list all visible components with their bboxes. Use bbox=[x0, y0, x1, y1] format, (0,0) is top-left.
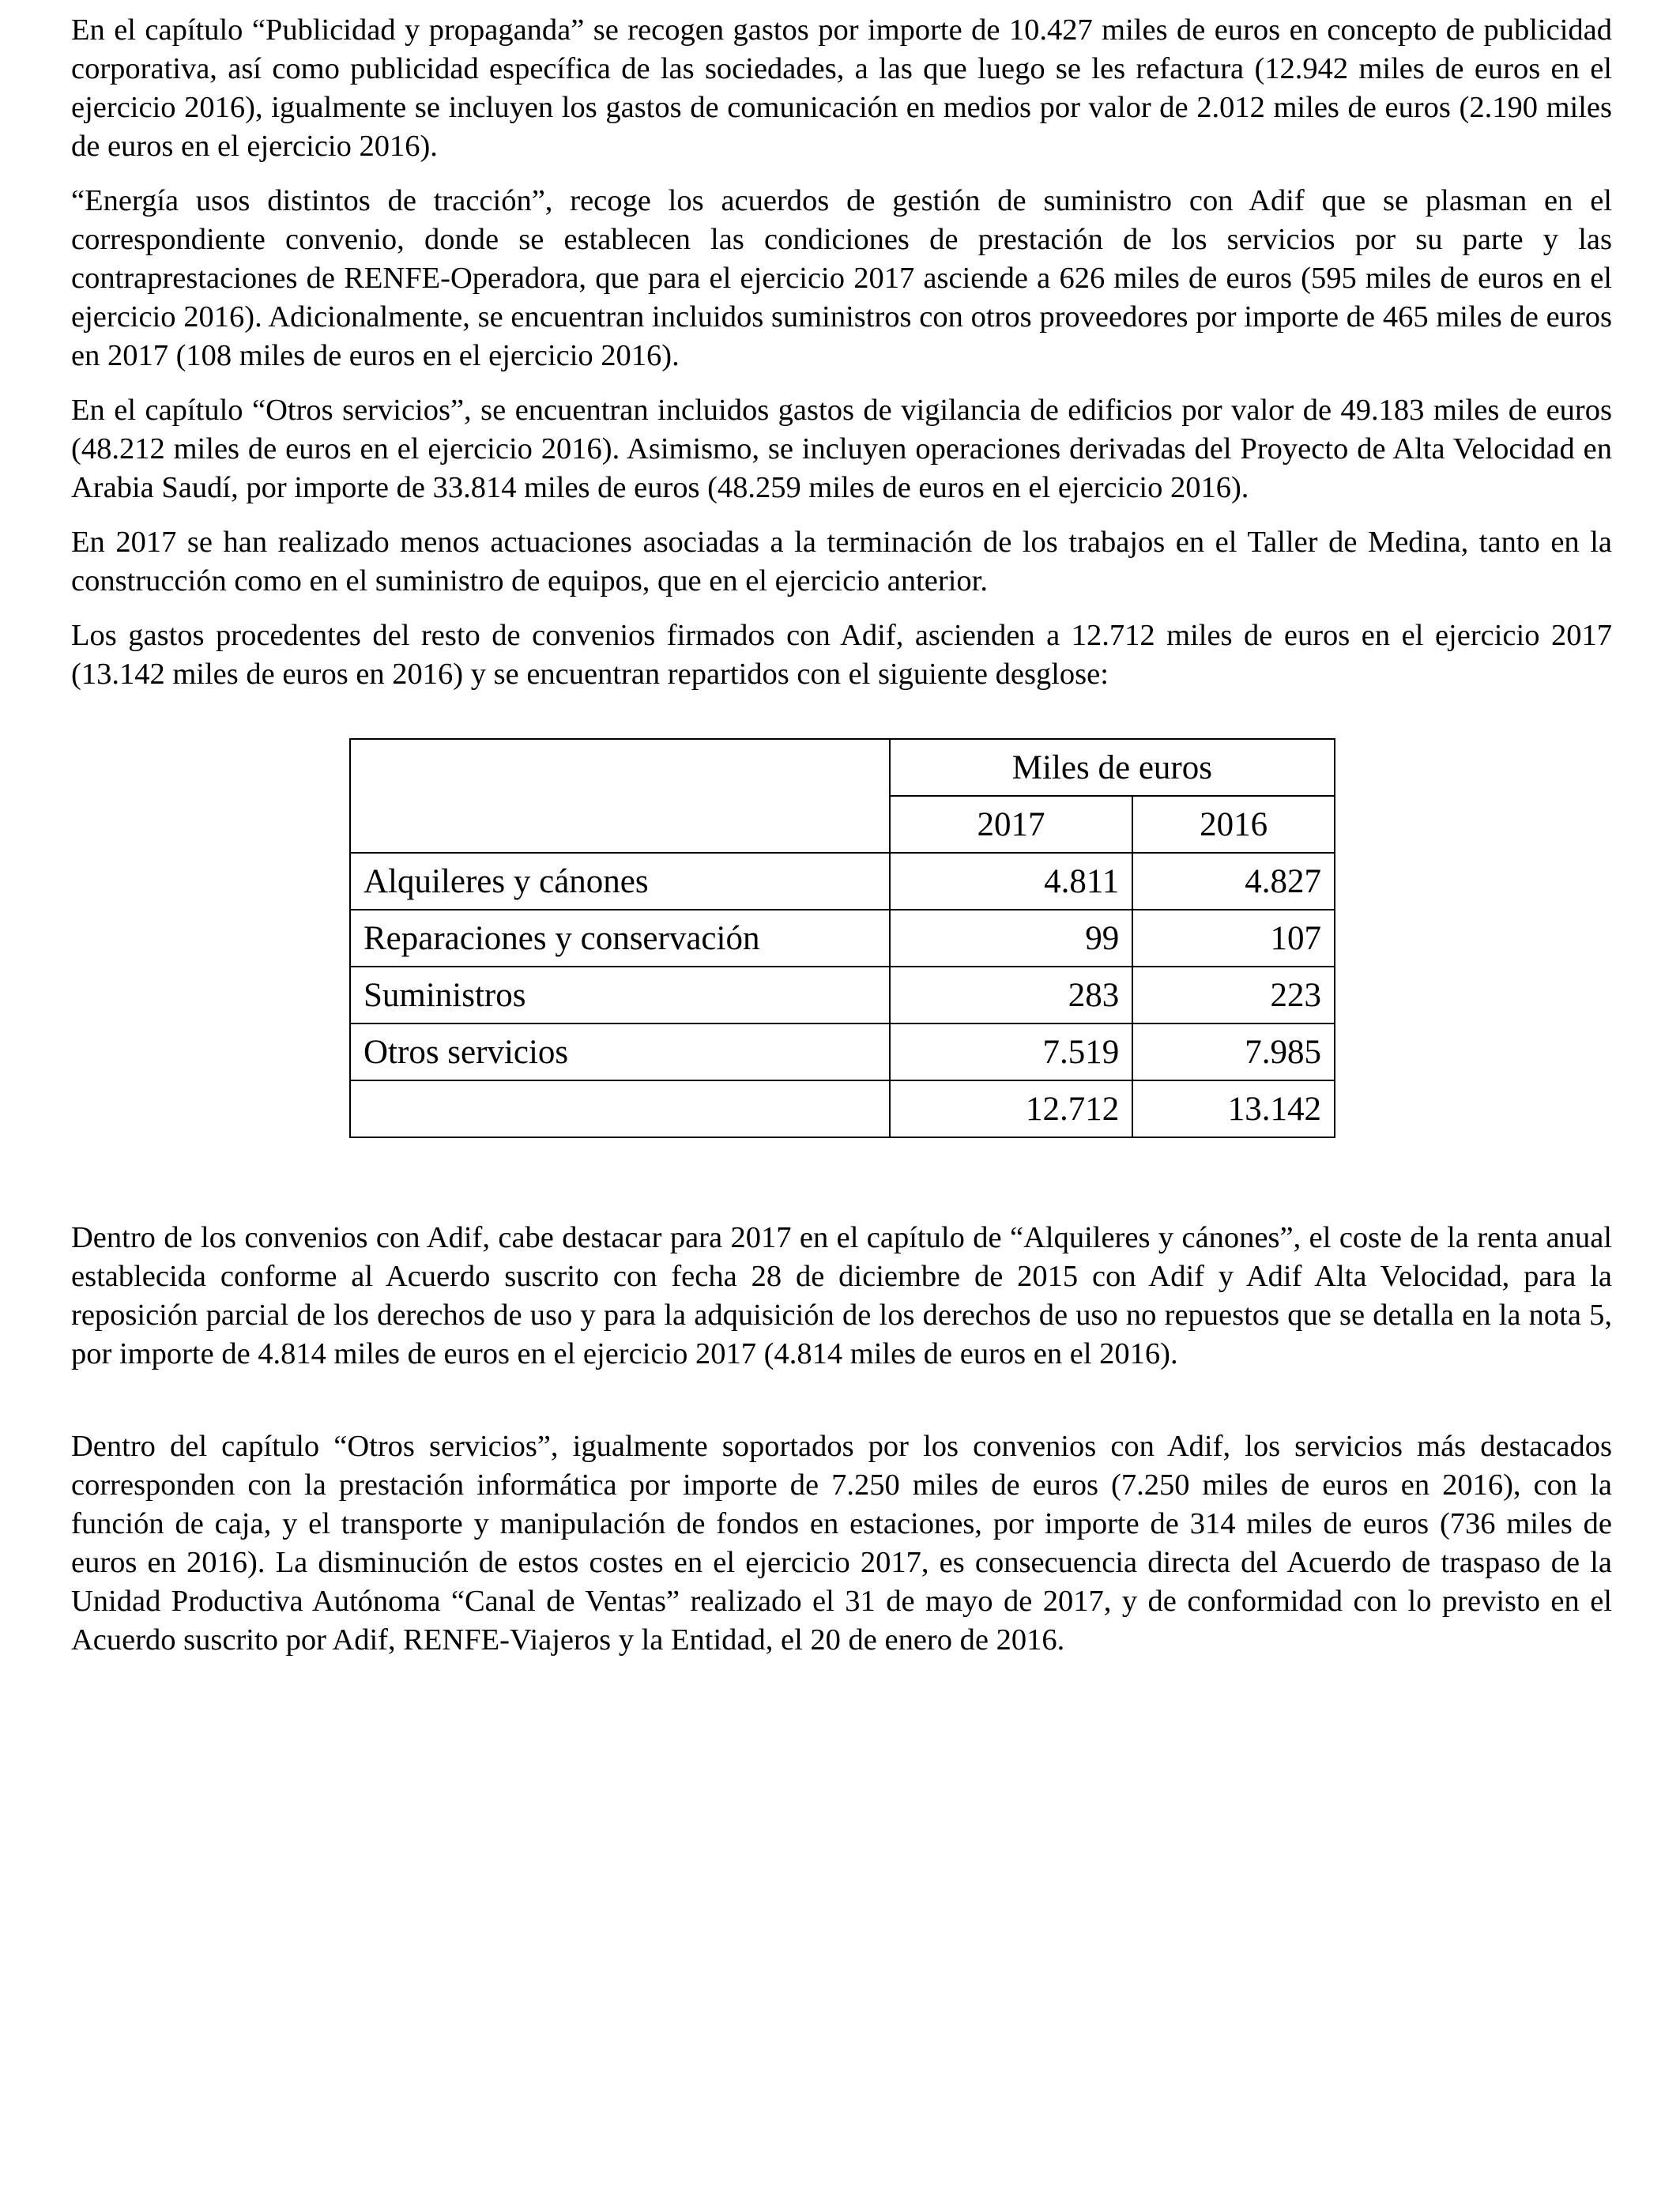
table-row bbox=[350, 910, 1335, 967]
row-label: Otros servicios bbox=[350, 1023, 890, 1080]
row-label: Alquileres y cánones bbox=[350, 853, 890, 910]
table-total-row bbox=[350, 1080, 1335, 1137]
row-label: Suministros bbox=[350, 967, 890, 1023]
value-2016: 4.827 bbox=[1132, 853, 1335, 910]
row-label: Reparaciones y conservación bbox=[350, 910, 890, 967]
table-row bbox=[350, 1023, 1335, 1080]
paragraph-otros-servicios: En el capítulo “Otros servicios”, se encuentran incluidos gastos de vigilancia de edificios por valor de 49.183 miles de euros (48.212 miles de euros en el ejercicio 2016). Asimismo, se incluyen operaciones derivadas del Proyecto de Alta Velocidad en Arabia Saudí, por importe de 33.814 miles de euros (48.259 miles de euros en el ejercicio 2016). bbox=[71, 394, 1612, 504]
total-label bbox=[350, 1080, 890, 1137]
paragraph-spacer bbox=[71, 1389, 1612, 1427]
value-2017: 99 bbox=[890, 910, 1133, 967]
value-2017: 7.519 bbox=[890, 1023, 1133, 1080]
value-2016: 223 bbox=[1132, 967, 1335, 1023]
paragraph-publicidad: En el capítulo “Publicidad y propaganda” se recogen gastos por importe de 10.427 miles de euros en concepto de publicidad corporativa, así como publicidad específica de las sociedades, a las que luego se les refactura (12.942 miles de euros en el ejercicio 2016), igualmente se incluyen los gastos de comunicación en medios por valor de 2.012 miles de euros (2.190 miles de euros en el ejercicio 2016). bbox=[71, 13, 1612, 163]
breakdown-table-wrapper bbox=[349, 738, 1612, 1138]
paragraph-energia: “Energía usos distintos de tracción”, recoge los acuerdos de gestión de suministro con Adif que se plasman en el correspondiente convenio, donde se establecen las condiciones de prestación de los servicios por su parte y las contraprestaciones de RENFE-Operadora, que para el ejercicio 2017 asciende a 626 miles de euros (595 miles de euros en el ejercicio 2016). Adicionalmente, se encuentran incluidos suministros con otros proveedores por importe de 465 miles de euros en 2017 (108 miles de euros en el ejercicio 2016). bbox=[71, 184, 1612, 372]
header-group-cell: Miles de euros bbox=[890, 739, 1335, 796]
paragraph-otros-servicios-adif: Dentro del capítulo “Otros servicios”, igualmente soportados por los convenios con Adif, los servicios más destacados corresponden con la prestación informática por importe de 7.250 miles de euros (7.250 miles de euros en 2016), con la función de caja, y el transporte y manipulación de fondos en estaciones, por importe de 314 miles de euros (736 miles de euros en 2016). La disminución de estos costes en el ejercicio 2017, es consecuencia directa del Acuerdo de traspaso de la Unidad Productiva Autónoma “Canal de Ventas” realizado el 31 de mayo de 2017, y de conformidad con lo previsto en el Acuerdo suscrito por Adif, RENFE-Viajeros y la Entidad, el 20 de enero de 2016. bbox=[71, 1430, 1612, 1657]
value-2017: 283 bbox=[890, 967, 1133, 1023]
breakdown-table bbox=[349, 738, 1335, 1138]
value-2017: 4.811 bbox=[890, 853, 1133, 910]
value-2016: 7.985 bbox=[1132, 1023, 1335, 1080]
total-2016: 13.142 bbox=[1132, 1080, 1335, 1137]
table-header-row bbox=[350, 739, 1335, 796]
document-page bbox=[71, 11, 1612, 1676]
paragraph-convenios-adif: Los gastos procedentes del resto de convenios firmados con Adif, ascienden a 12.712 miles de euros en el ejercicio 2017 (13.142 miles de euros en 2016) y se encuentran repartidos con el siguiente desglose: bbox=[71, 619, 1612, 691]
year-header-2016: 2016 bbox=[1132, 796, 1335, 853]
total-2017: 12.712 bbox=[890, 1080, 1133, 1137]
paragraph-alquileres-canones: Dentro de los convenios con Adif, cabe destacar para 2017 en el capítulo de “Alquileres y cánones”, el coste de la renta anual establecida conforme al Acuerdo suscrito con fecha 28 de diciembre de 2015 con Adif y Adif Alta Velocidad, para la reposición parcial de los derechos de uso y para la adquisición de los derechos de uso no repuestos que se detalla en la nota 5, por importe de 4.814 miles de euros en el ejercicio 2017 (4.814 miles de euros en el 2016). bbox=[71, 1221, 1612, 1370]
table-row bbox=[350, 967, 1335, 1023]
paragraph-taller-medina: En 2017 se han realizado menos actuaciones asociadas a la terminación de los trabajos en el Taller de Medina, tanto en la construcción como en el suministro de equipos, que en el ejercicio anterior. bbox=[71, 526, 1612, 598]
value-2016: 107 bbox=[1132, 910, 1335, 967]
year-header-2017: 2017 bbox=[890, 796, 1133, 853]
after-table-section bbox=[71, 1219, 1612, 1660]
table-row bbox=[350, 853, 1335, 910]
table-corner-cell bbox=[350, 739, 890, 853]
